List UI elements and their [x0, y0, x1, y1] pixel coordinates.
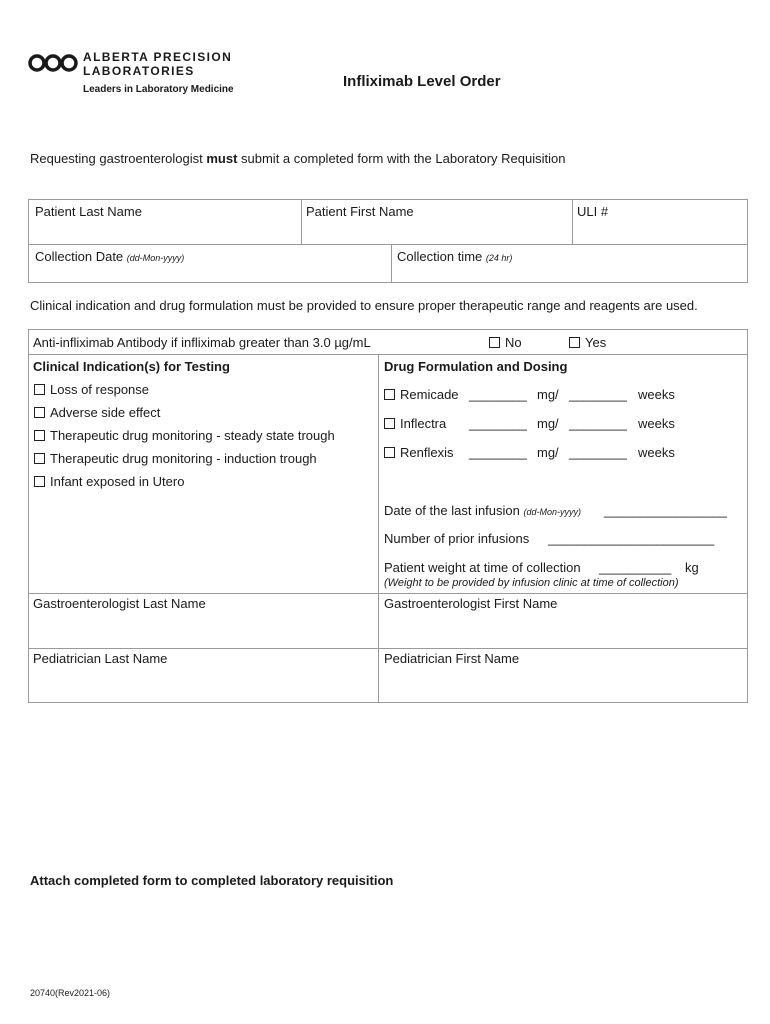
gastro-last-name-field[interactable]	[33, 596, 206, 611]
remicade-dose-input[interactable]: ________	[469, 387, 527, 402]
attach-instruction: Attach completed form to completed laboratory requisition	[30, 873, 394, 888]
intro-bold: must	[206, 151, 238, 166]
collection-time-hint: (24 hr)	[485, 253, 513, 263]
checkbox-icon	[34, 430, 45, 441]
form-revision-footer: 20740(Rev2021-06)	[30, 988, 111, 998]
renflexis-interval-input[interactable]: ________	[569, 445, 627, 460]
intro-after: submit a completed form with the Laboratory Requisition	[237, 151, 566, 166]
last-infusion-hint: (dd-Mon-yyyy)	[523, 507, 581, 517]
indication-loss-of-response[interactable]	[34, 382, 149, 397]
indication-induction-trough[interactable]	[34, 451, 317, 466]
collection-date-field[interactable]	[35, 249, 184, 264]
collection-time-label: Collection time	[397, 249, 483, 264]
gastro-last-name-label: Gastroenterologist Last Name	[33, 596, 206, 611]
checkbox-icon	[569, 337, 580, 348]
inflectra-interval-input[interactable]: ________	[569, 416, 627, 431]
checkbox-icon	[384, 447, 395, 458]
checkbox-icon	[34, 407, 45, 418]
clinical-note: Clinical indication and drug formulation must be provided to ensure proper therapeutic range and reagents are used.	[30, 298, 698, 313]
antibody-yes-checkbox[interactable]	[569, 335, 606, 350]
drug-name: Remicade	[400, 387, 459, 402]
prior-infusions-input[interactable]: _______________________	[548, 531, 715, 546]
checkbox-icon	[34, 384, 45, 395]
patient-info-box	[28, 199, 748, 283]
drug-name: Renflexis	[400, 445, 454, 460]
page-title: Infliximab Level Order	[343, 73, 501, 90]
weight-unit: kg	[685, 560, 699, 575]
dose-unit: mg/	[537, 387, 559, 402]
logo-text-line1: ALBERTA PRECISION	[83, 50, 233, 64]
indication-label: Loss of response	[50, 382, 150, 397]
collection-date-hint: (dd-Mon-yyyy)	[126, 253, 185, 263]
antibody-no-checkbox[interactable]	[489, 335, 522, 350]
drug-renflexis-checkbox[interactable]	[384, 445, 453, 460]
patient-last-name-label: Patient Last Name	[35, 204, 142, 219]
indication-infant-exposed[interactable]	[34, 474, 184, 489]
collection-time-field[interactable]	[397, 249, 512, 264]
intro-before: Requesting gastroenterologist	[30, 151, 207, 166]
drug-header: Drug Formulation and Dosing	[384, 359, 568, 374]
indication-label: Therapeutic drug monitoring - steady state trough	[50, 428, 335, 443]
drug-name: Inflectra	[400, 416, 447, 431]
drug-inflectra-checkbox[interactable]	[384, 416, 446, 431]
dose-unit: mg/	[537, 445, 559, 460]
indication-steady-state-trough[interactable]	[34, 428, 335, 443]
gastro-first-name-field[interactable]	[384, 596, 557, 611]
last-infusion-text: Date of the last infusion	[384, 503, 520, 518]
logo-text-line2: LABORATORIES	[83, 64, 195, 78]
indications-header: Clinical Indication(s) for Testing	[33, 359, 230, 374]
patient-last-name-field[interactable]	[35, 204, 142, 219]
uli-label: ULI #	[577, 204, 609, 219]
weight-input[interactable]: __________	[599, 560, 672, 575]
checkbox-icon	[34, 476, 45, 487]
inflectra-dose-input[interactable]: ________	[469, 416, 527, 431]
weight-label: Patient weight at time of collection	[384, 560, 581, 575]
indication-label: Infant exposed in Utero	[50, 474, 185, 489]
dose-unit: mg/	[537, 416, 559, 431]
patient-first-name-label: Patient First Name	[306, 204, 414, 219]
weight-note: (Weight to be provided by infusion clinic at time of collection)	[384, 577, 679, 589]
drug-remicade-checkbox[interactable]	[384, 387, 459, 402]
antibody-label: Anti-infliximab Antibody if infliximab greater than 3.0 µg/mL	[33, 335, 371, 350]
remicade-interval-input[interactable]: ________	[569, 387, 627, 402]
prior-infusions-label: Number of prior infusions	[384, 531, 530, 546]
alberta-precision-logo-icon	[28, 53, 78, 73]
antibody-yes-label: Yes	[585, 335, 607, 350]
antibody-no-label: No	[505, 335, 522, 350]
pediatrician-last-name-label: Pediatrician Last Name	[33, 651, 168, 666]
indication-label: Therapeutic drug monitoring - induction trough	[50, 451, 317, 466]
patient-first-name-field[interactable]	[306, 204, 414, 219]
pediatrician-last-name-field[interactable]	[33, 651, 167, 666]
last-infusion-input[interactable]: _________________	[604, 503, 727, 518]
interval-unit: weeks	[638, 387, 675, 402]
renflexis-dose-input[interactable]: ________	[469, 445, 527, 460]
checkbox-icon	[489, 337, 500, 348]
checkbox-icon	[34, 453, 45, 464]
logo-tagline: Leaders in Laboratory Medicine	[83, 84, 234, 95]
pediatrician-first-name-label: Pediatrician First Name	[384, 651, 520, 666]
indication-adverse-side-effect[interactable]	[34, 405, 160, 420]
pediatrician-first-name-field[interactable]	[384, 651, 519, 666]
interval-unit: weeks	[638, 445, 675, 460]
indication-label: Adverse side effect	[50, 405, 161, 420]
collection-date-label: Collection Date	[35, 249, 124, 264]
intro-text	[30, 151, 565, 166]
interval-unit: weeks	[638, 416, 675, 431]
uli-field[interactable]	[577, 204, 608, 219]
checkbox-icon	[384, 418, 395, 429]
order-details-box	[28, 329, 748, 703]
last-infusion-label	[384, 503, 581, 518]
gastro-first-name-label: Gastroenterologist First Name	[384, 596, 558, 611]
checkbox-icon	[384, 389, 395, 400]
